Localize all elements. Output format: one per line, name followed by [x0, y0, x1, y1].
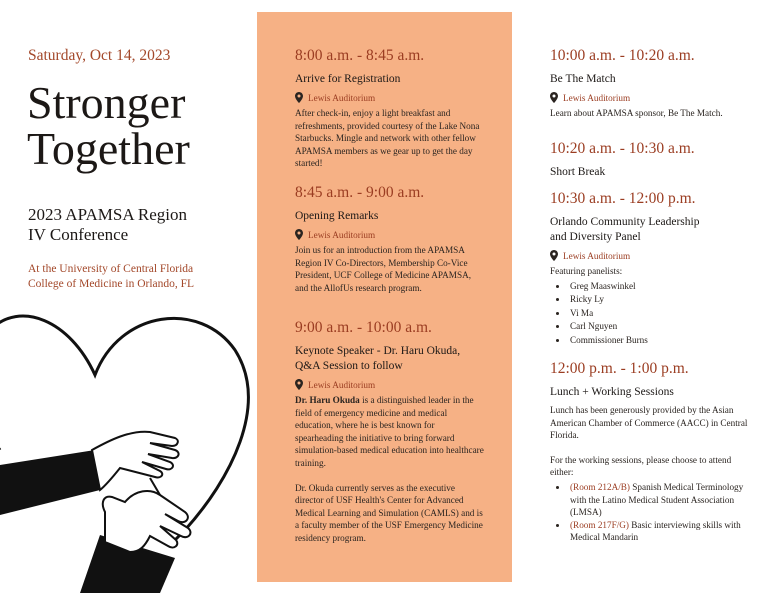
schedule-slot	[295, 184, 485, 294]
location-label: Lewis Auditorium	[308, 92, 376, 103]
schedule-slot	[550, 47, 750, 120]
panelists-label: Featuring panelists:	[550, 266, 623, 276]
event-date: Saturday, Oct 14, 2023	[28, 47, 171, 64]
title-line-2: Together	[27, 123, 190, 174]
location-label: Lewis Auditorium	[308, 229, 376, 240]
schedule-slot	[550, 140, 750, 180]
slot-event-line-1: Keynote Speaker - Dr. Haru Okuda,	[295, 345, 461, 357]
conference-subtitle	[28, 205, 187, 245]
title-line-1: Stronger	[27, 77, 186, 128]
speaker-name: Dr. Haru Okuda	[295, 395, 360, 405]
schedule-panel-right	[530, 0, 768, 593]
slot-description-2: Dr. Okuda currently serves as the executive director of USF Health's Center for Advanced Medical Learning and Simulation (CAMLS) and is a faculty member of the USF Emergency Medicine residency program.	[295, 482, 483, 543]
slot-event: Arrive for Registration	[295, 73, 401, 85]
list-item: • Carl Nguyen	[568, 320, 750, 334]
page-title	[27, 77, 190, 174]
slot-description	[295, 394, 485, 470]
slot-time: 8:00 a.m. - 8:45 a.m.	[295, 47, 425, 64]
location-pin-icon	[295, 379, 303, 390]
schedule-panel-middle	[257, 12, 512, 582]
slot-description: Learn about APAMSA sponsor, Be The Match.	[550, 108, 723, 118]
slot-event	[550, 215, 750, 245]
location-pin-icon	[295, 229, 303, 240]
slot-time: 10:20 a.m. - 10:30 a.m.	[550, 140, 695, 157]
slot-event: Opening Remarks	[295, 210, 379, 222]
slot-location	[550, 92, 750, 103]
list-item: • Greg Maaswinkel	[568, 280, 750, 294]
slot-time: 8:45 a.m. - 9:00 a.m.	[295, 184, 425, 201]
slot-event-line-2: Q&A Session to follow	[295, 360, 403, 372]
panelist-list	[550, 280, 750, 348]
location-label: Lewis Auditorium	[563, 92, 631, 103]
list-item	[568, 481, 750, 519]
session-list	[550, 481, 750, 544]
list-item: • Vi Ma	[568, 307, 750, 321]
slot-time: 10:00 a.m. - 10:20 a.m.	[550, 47, 695, 64]
slot-description: After check-in, enjoy a light breakfast and refreshments, provided courtesy of the Lake Nona Starbucks. Mingle and network with other fellow APAMSA members as we gear up to get the day started!	[295, 108, 480, 169]
slot-location	[295, 92, 485, 103]
slot-location	[295, 379, 485, 390]
subtitle-line-1: 2023 APAMSA Region	[28, 205, 188, 224]
slot-description: Join us for an introduction from the APAMSA Region IV Co-Directors, Membership Co-Vice President, UCF College of Medicine APAMSA, and the AllofUs research program.	[295, 245, 472, 293]
venue-text	[28, 262, 194, 292]
schedule-slot	[295, 47, 485, 170]
speaker-bio: is a distinguished leader in the field of emergency medicine and medical education, where he is best known for spearheading the initiative to bring forward simulation-based medical education into healthcare training.	[295, 395, 484, 468]
list-item: • Commissioner Burns	[568, 334, 750, 348]
heart-hands-illustration	[0, 290, 260, 593]
list-item	[568, 519, 750, 544]
slot-location	[550, 250, 750, 261]
slot-event: Short Break	[550, 166, 606, 178]
slot-description: Lunch has been generously provided by the Asian American Chamber of Commerce (AACC) in Central Florida.	[550, 405, 748, 441]
cover-column	[0, 0, 255, 593]
slot-event: Be The Match	[550, 73, 616, 85]
session-text: Basic interviewing skills with Medical Mandarin	[570, 519, 741, 543]
slot-time: 10:30 a.m. - 12:00 p.m.	[550, 190, 696, 207]
location-label: Lewis Auditorium	[563, 250, 631, 261]
subtitle-line-2: IV Conference	[28, 225, 129, 244]
slot-event-line-1: Orlando Community Leadership	[550, 216, 700, 228]
location-pin-icon	[295, 92, 303, 103]
sessions-intro: For the working sessions, please choose to attend either:	[550, 454, 732, 478]
venue-line-1: At the University of Central Florida	[28, 263, 194, 275]
list-item: • Ricky Ly	[568, 293, 750, 307]
schedule-slot	[295, 319, 485, 545]
slot-time: 9:00 a.m. - 10:00 a.m.	[295, 319, 432, 336]
schedule-slot	[550, 190, 750, 347]
location-pin-icon	[550, 250, 558, 261]
slot-location	[295, 229, 485, 240]
slot-event	[295, 344, 485, 374]
room-label: (Room 217F/G)	[570, 519, 629, 530]
slot-time: 12:00 p.m. - 1:00 p.m.	[550, 360, 689, 377]
venue-line-2: College of Medicine in Orlando, FL	[28, 278, 195, 290]
slot-event: Lunch + Working Sessions	[550, 386, 674, 398]
slot-event-line-2: and Diversity Panel	[550, 231, 641, 243]
location-pin-icon	[550, 92, 558, 103]
session-text: Spanish Medical Terminology with the Latino Medical Student Association (LMSA)	[570, 481, 744, 518]
location-label: Lewis Auditorium	[308, 379, 376, 390]
schedule-slot	[550, 360, 750, 544]
room-label: (Room 212A/B)	[570, 481, 630, 492]
